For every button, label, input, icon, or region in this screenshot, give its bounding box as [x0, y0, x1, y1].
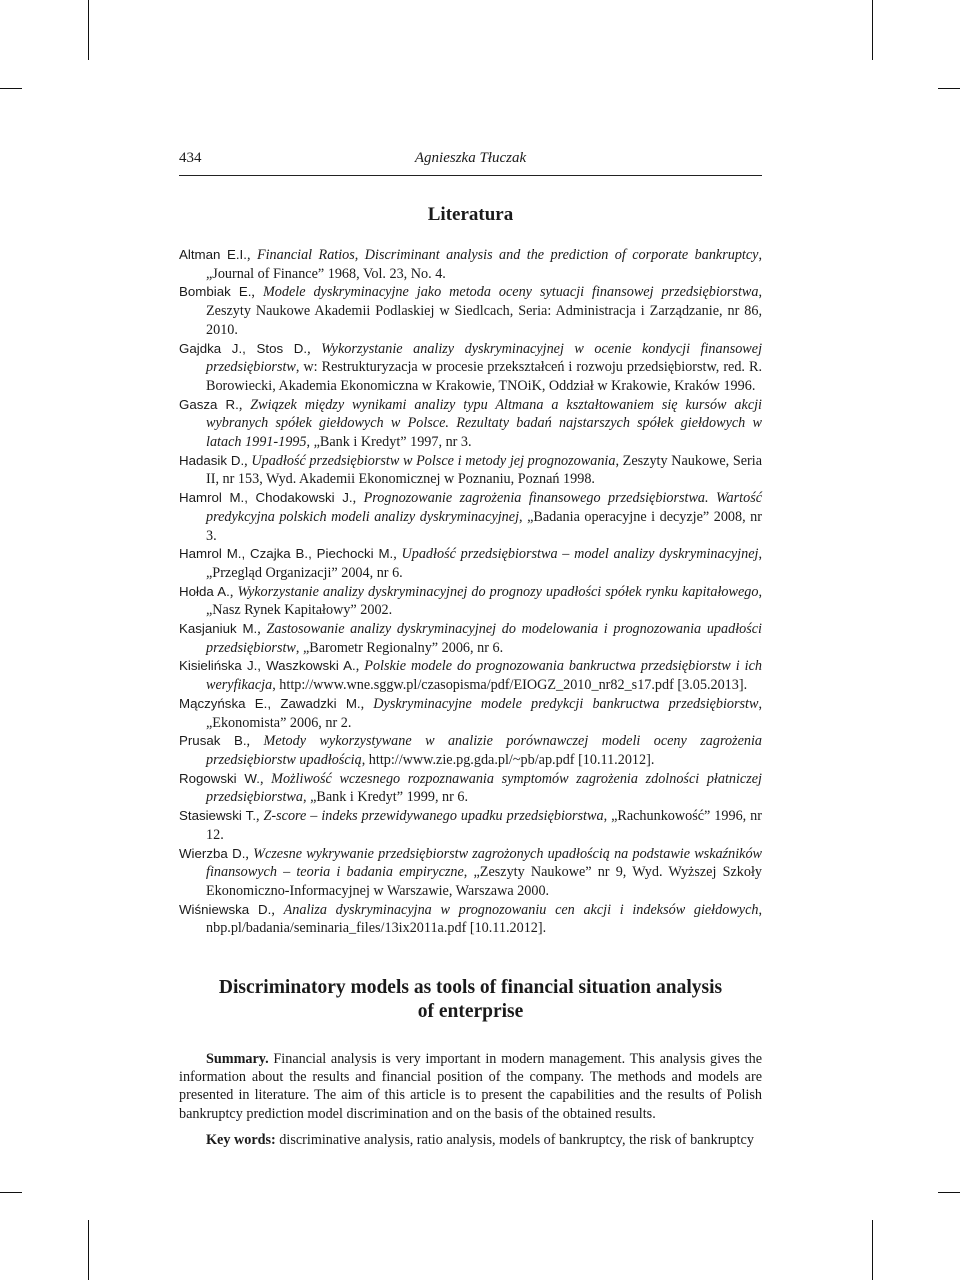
reference-source: , w: Restrukturyzacja w procesie przekształceń i rozwoju przedsiębiorstw, red. R. Borowiecki, Akademia Ekonomiczna w Krakowie, TNOiK, Oddział w Krakowie, Kraków 1996. [206, 359, 762, 394]
reference-item: Rogowski W., Możliwość wczesnego rozpoznawania symptomów zagrożenia zdolności płatniczej przedsiębiorstwa, „Bank i Kredyt” 1999, nr 6. [179, 770, 762, 806]
reference-title: Wczesne wykrywanie przedsiębiorstw zagrożonych upadłością na podstawie wskaźników finansowych – teoria i badania empiryczne [206, 845, 763, 881]
reference-item: Altman E.I., Financial Ratios, Discriminant analysis and the prediction of corporate bankruptcy, „Journal of Finance” 1968, Vol. 23, No. 4. [179, 247, 763, 282]
running-header [179, 150, 762, 170]
summary-paragraph [179, 1050, 762, 1123]
summary-text: Financial analysis is very important in modern management. This analysis gives the information about the results and financial position of the company. The methods and models are presented in literature. The aim of this article is to present the capabilities and the results of Polish bankruptcy prediction model discrimination and on the basis of the obtained results. [179, 1051, 762, 1122]
header-rule [179, 175, 762, 176]
reference-item: Gasza R., Związek między wynikami analizy typu Altmana a kształtowaniem się kursów akcji wybranych spółek giełdowych w Polsce. Rezultaty badań najstarszych spółek giełdowych w latach 1991-1995, „Bank i Kredyt” 1997, nr 3. [179, 396, 763, 451]
reference-source: , Zeszyty Naukowe Akademii Podlaskiej w Siedlcach, Seria: Administracja i Zarządzanie, nr 86, 2010. [206, 284, 763, 338]
crop-mark-bottom-right [872, 1220, 873, 1280]
reference-item: Wierzba D., Wczesne wykrywanie przedsiębiorstw zagrożonych upadłością na podstawie wskaźników finansowych – teoria i badania empiryczne, „Zeszyty Naukowe” nr 9, Wyd. Wyższej Szkoły Ekonomiczno-Informacyjnej w Warszawie, Warszawa 2000. [179, 845, 763, 899]
reference-source: , „Journal of Finance” 1968, Vol. 23, No. 4. [206, 247, 763, 282]
reference-title: Upadłość przedsiębiorstw w Polsce i metody jej prognozowania [251, 452, 616, 469]
reference-item: Bombiak E., Modele dyskryminacyjne jako metoda oceny sytuacji finansowej przedsiębiorstwa, Zeszyty Naukowe Akademii Podlaskiej w Siedlcach, Seria: Administracja i Zarządzanie, nr 86, 2010. [179, 284, 763, 338]
reference-item: Hamrol M., Chodakowski J., Prognozowanie zagrożenia finansowego przedsiębiorstwa. Wartość predykcyjna polskich modeli analizy dyskryminacyjnej, „Badania operacyjne i decyzje” 2008, nr 3. [179, 490, 763, 544]
keywords-label: Key words: [206, 1131, 276, 1148]
reference-source: , http://www.zie.pg.gda.pl/~pb/ap.pdf [10.11.2012]. [361, 751, 655, 768]
keywords-text: discriminative analysis, ratio analysis, models of bankruptcy, the risk of bankruptcy [275, 1131, 754, 1148]
reference-item: Hołda A., Wykorzystanie analizy dyskryminacyjnej do prognozy upadłości spółek rynku kapitałowego, „Nasz Rynek Kapitałowy” 2002. [179, 583, 762, 619]
reference-item: Stasiewski T., Z-score – indeks przewidywanego upadku przedsiębiorstwa, „Rachunkowość” 1996, nr 12. [179, 808, 762, 843]
reference-authors: Wierzba D. [179, 845, 246, 861]
reference-item: Gajdka J., Stos D., Wykorzystanie analizy dyskryminacyjnej w ocenie kondycji finansowej przedsiębiorstw, w: Restrukturyzacja w procesie przekształceń i rozwoju przedsiębiorstw, red. R. Borowiecki, Akademia Ekonomiczna w Krakowie, TNOiK, Oddział w Krakowie, Kraków 1996. [179, 340, 763, 394]
reference-title: Analiza dyskryminacyjna w prognozowaniu cen akcji i indeksów giełdowych [283, 901, 759, 918]
reference-source: , „Zeszyty Naukowe” nr 9, Wyd. Wyższej Szkoły Ekonomiczno-Informacyjnej w Warszawie, Warszawa 2000. [206, 864, 762, 899]
reference-source: , „Bank i Kredyt” 1999, nr 6. [302, 789, 469, 806]
reference-title: Polskie modele do prognozowania bankructwa przedsiębiorstw i ich weryfikacja [206, 658, 762, 694]
reference-title: Financial Ratios, Discriminant analysis and the prediction of corporate bankruptcy [256, 247, 759, 263]
reference-source: , http://www.wne.sggw.pl/czasopisma/pdf/EIOGZ_2010_nr82_s17.pdf [3.05.2013]. [272, 677, 748, 694]
reference-item: Mączyńska E., Zawadzki M., Dyskryminacyjne modele predykcji bankructwa przedsiębiorstw, „Ekonomista” 2006, nr 2. [179, 695, 763, 731]
keywords-paragraph [179, 1131, 762, 1149]
page-number: 434 [179, 150, 202, 166]
reference-title: Metody wykorzystywane w analizie porównawczej modeli oceny zagrożenia przedsiębiorstw upadłością [206, 733, 762, 768]
reference-list [179, 246, 762, 938]
crop-mark-right-bottom [938, 1192, 960, 1193]
reference-source: , „Badania operacyjne i decyzje” 2008, nr 3. [206, 508, 762, 544]
reference-authors: Gajdka J., Stos D. [179, 340, 308, 356]
reference-item: Kasjaniuk M., Zastosowanie analizy dyskryminacyjnej do modelowania i prognozowania upadłości przedsiębiorstw, „Barometr Regionalny” 2006, nr 6. [179, 621, 762, 656]
reference-authors: Kasjaniuk M. [179, 621, 258, 637]
reference-authors: Mączyńska E., Zawadzki M. [179, 695, 361, 711]
reference-authors: Bombiak E. [179, 284, 252, 300]
summary-label: Summary. [206, 1051, 269, 1068]
reference-title: Dyskryminacyjne modele predykcji bankructwa przedsiębiorstw [373, 695, 759, 712]
literature-heading: Literatura [427, 204, 514, 225]
reference-title: Z-score – indeks przewidywanego upadku przedsiębiorstwa [263, 808, 604, 825]
reference-source: , „Przegląd Organizacji” 2004, nr 6. [206, 546, 762, 581]
reference-item: Prusak B., Metody wykorzystywane w analizie porównawczej modeli oceny zagrożenia przedsiębiorstw upadłością, http://www.zie.pg.gda.pl/~pb/ap.pdf [10.11.2012]. [179, 733, 762, 768]
reference-title: Możliwość wczesnego rozpoznawania symptomów zagrożenia zdolności płatniczej przedsiębiorstwa [206, 770, 762, 806]
reference-authors: Gasza R. [179, 396, 239, 412]
running-author: Agnieszka Tłuczak [414, 150, 527, 166]
reference-authors: Hołda A. [179, 583, 230, 599]
reference-authors: Hamrol M., Chodakowski J. [179, 490, 353, 506]
reference-source: , „Ekonomista” 2006, nr 2. [206, 695, 763, 731]
reference-source: , Zeszyty Naukowe, Seria II, nr 153, Wyd. Akademii Ekonomicznej w Poznaniu, Poznań 1998. [206, 452, 762, 488]
reference-authors: Hadasik D. [179, 452, 245, 468]
reference-item: Hamrol M., Czajka B., Piechocki M., Upadłość przedsiębiorstwa – model analizy dyskryminacyjnej, „Przegląd Organizacji” 2004, nr 6. [179, 546, 762, 581]
english-title-line1: Discriminatory models as tools of financial situation analysis [218, 977, 723, 999]
reference-authors: Prusak B. [179, 733, 247, 749]
crop-mark-top-right [872, 0, 873, 60]
reference-item: Kisielińska J., Waszkowski A., Polskie modele do prognozowania bankructwa przedsiębiorstw i ich weryfikacja, http://www.wne.sggw.pl/czasopisma/pdf/EIOGZ_2010_nr82_s17.pdf [3.05.2013]. [179, 658, 762, 694]
reference-item: Wiśniewska D., Analiza dyskryminacyjna w prognozowaniu cen akcji i indeksów giełdowych, nbp.pl/badania/seminaria_files/13ix2011a.pdf [10.11.2012]. [179, 901, 763, 937]
reference-source: , „Bank i Kredyt” 1997, nr 3. [306, 434, 472, 451]
english-title [179, 976, 762, 1024]
reference-title: Modele dyskryminacyjne jako metoda oceny sytuacji finansowej przedsiębiorstwa [262, 284, 759, 301]
english-title-line2: of enterprise [417, 1001, 524, 1023]
reference-authors: Stasiewski T. [179, 808, 257, 824]
reference-title: Wykorzystanie analizy dyskryminacyjnej do prognozy upadłości spółek rynku kapitałowego [237, 583, 759, 600]
reference-source: , „Barometr Regionalny” 2006, nr 6. [295, 639, 504, 656]
reference-source: , „Nasz Rynek Kapitałowy” 2002. [206, 583, 762, 619]
reference-title: Prognozowanie zagrożenia finansowego przedsiębiorstwa. Wartość predykcyjna polskich modeli analizy dyskryminacyjnej [206, 490, 763, 525]
crop-mark-top-left [88, 0, 89, 60]
reference-title: Upadłość przedsiębiorstwa – model analizy dyskryminacyjnej [401, 546, 759, 563]
reference-source: , nbp.pl/badania/seminaria_files/13ix2011a.pdf [10.11.2012]. [206, 901, 763, 937]
reference-source: , „Rachunkowość” 1996, nr 12. [206, 808, 762, 843]
page [179, 150, 762, 1149]
reference-title: Związek między wynikami analizy typu Altmana a kształtowaniem się kursów akcji wybranych spółek giełdowych w Polsce. Rezultaty badań najstarszych spółek giełdowych w latach 1991-1995 [206, 396, 763, 451]
reference-item: Hadasik D., Upadłość przedsiębiorstw w Polsce i metody jej prognozowania, Zeszyty Naukowe, Seria II, nr 153, Wyd. Akademii Ekonomicznej w Poznaniu, Poznań 1998. [179, 452, 762, 488]
crop-mark-right-top [938, 88, 960, 89]
reference-authors: Kisielińska J., Waszkowski A. [179, 658, 356, 674]
crop-mark-left-bottom [0, 1192, 22, 1193]
reference-authors: Rogowski W. [179, 770, 260, 786]
reference-title: Wykorzystanie analizy dyskryminacyjnej w ocenie kondycji finansowej przedsiębiorstw [206, 340, 763, 376]
reference-title: Zastosowanie analizy dyskryminacyjnej do modelowania i prognozowania upadłości przedsiębiorstw [206, 621, 762, 656]
reference-authors: Wiśniewska D. [179, 901, 272, 917]
reference-authors: Altman E.I. [179, 247, 247, 262]
crop-mark-bottom-left [88, 1220, 89, 1280]
reference-authors: Hamrol M., Czajka B., Piechocki M. [179, 546, 394, 562]
crop-mark-left-top [0, 88, 22, 89]
